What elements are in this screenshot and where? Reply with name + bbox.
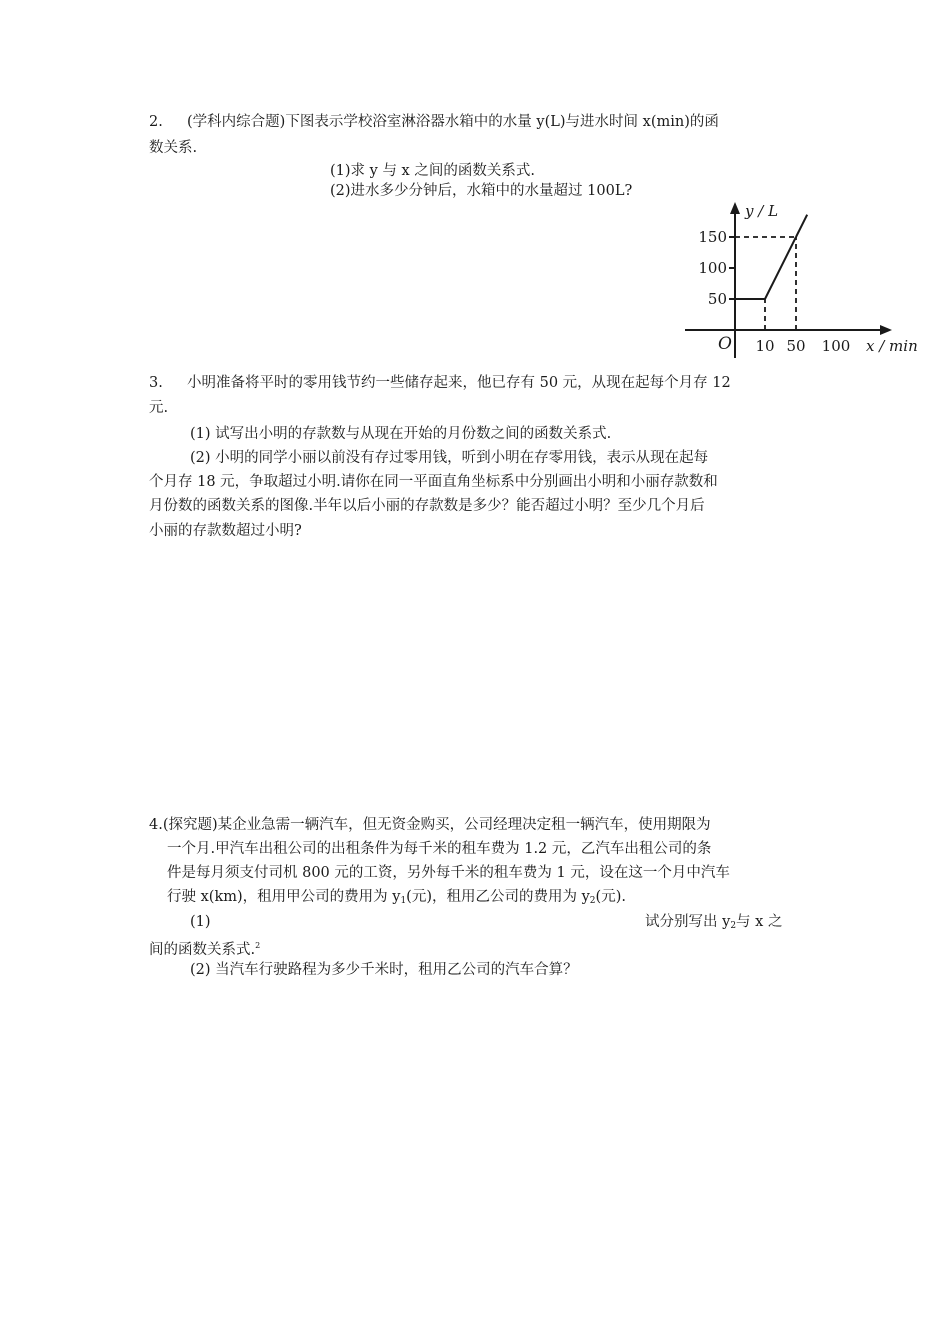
y-tick-label-50: 50	[707, 290, 727, 308]
q4-part1-right: 试分别写出 $y_2$与 x 之	[645, 914, 783, 931]
q2-intro-line2: 数关系.	[149, 140, 198, 156]
q4-part1-cont: 间的函数关系式.$^2$	[149, 941, 261, 958]
q3-part2-line2: 个月存 18 元，争取超过小明.请你在同一平面直角坐标系中分别画出小明和小丽存款数和	[149, 474, 718, 490]
q4-part2: (2) 当汽车行驶路程为多少千米时，租用乙公司的汽车合算？	[190, 962, 578, 978]
q4-line4: 行驶 x(km)，租用甲公司的费用为 $y_1$(元)，租用乙公司的费用为 $y_2$(元).	[167, 889, 626, 906]
q4-part1-number: (1)	[190, 914, 211, 930]
q3-part2-line3: 月份数的函数关系的图像.半年以后小丽的存款数是多少？能否超过小明？至少几个月后	[149, 498, 705, 514]
q3-number: 3.	[149, 375, 163, 391]
y-tick-label-150: 150	[698, 228, 727, 246]
water-tank-graph	[680, 198, 942, 360]
q2-part2: (2)进水多少分钟后，水箱中的水量超过 100L?	[330, 183, 633, 199]
q3-line1: 小明准备将平时的零用钱节约一些储存起来，他已存有 50 元，从现在起每个月存 12	[187, 375, 731, 391]
y-axis-label: y / L	[745, 202, 779, 220]
q3-part2-line1: (2) 小明的同学小丽以前没有存过零用钱，听到小明在存零用钱，表示从现在起每	[190, 450, 709, 466]
q4-line3: 件是每月须支付司机 800 元的工资，另外每千米的租车费为 1 元，设在这一个月中汽车	[167, 865, 730, 881]
x-axis-label: x / min	[866, 337, 918, 355]
q3-part1: (1) 试写出小明的存款数与从现在开始的月份数之间的函数关系式.	[190, 426, 612, 442]
q2-intro-line1: (学科内综合题)下图表示学校浴室淋浴器水箱中的水量 y(L)与进水时间 x(min)的函	[187, 114, 719, 130]
y-tick-label-100: 100	[698, 259, 727, 277]
y-axis-arrow	[730, 202, 740, 214]
series-continuation	[796, 215, 807, 237]
x-tick-label-50: 50	[786, 337, 806, 355]
q2-number: 2.	[149, 114, 163, 130]
series-segment-2	[765, 237, 796, 299]
origin-label: O	[718, 334, 732, 354]
x-tick-label-10: 10	[755, 337, 775, 355]
q3-line2: 元.	[149, 400, 169, 416]
q3-part2-line4: 小丽的存款数超过小明?	[149, 523, 302, 539]
q4-line1: 4.(探究题)某企业急需一辆汽车，但无资金购买，公司经理决定租一辆汽车，使用期限为	[149, 817, 711, 833]
x-axis-arrow	[880, 325, 892, 335]
x-tick-label-100: 100	[821, 337, 851, 355]
q2-part1: (1)求 y 与 x 之间的函数关系式.	[330, 163, 535, 179]
q4-line2: 一个月.甲汽车出租公司的出租条件为每千米的租车费为 1.2 元，乙汽车出租公司的条	[167, 841, 712, 857]
